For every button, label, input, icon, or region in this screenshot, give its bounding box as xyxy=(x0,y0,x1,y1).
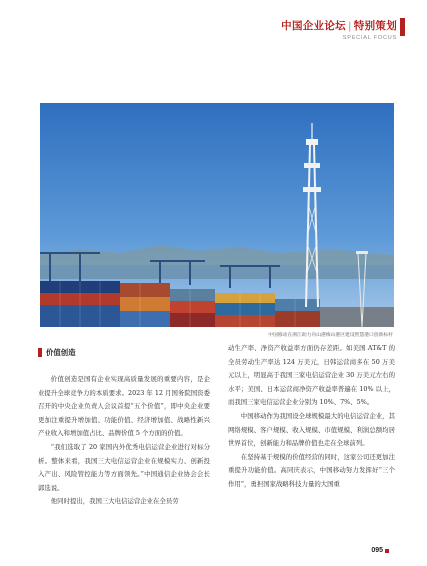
paragraph: 在坚持基于规模的价值经营的同时，这家公司还更加注重提升功能价值。高同庆表示，中国移动努力发挥好“三个作用”，勇担国家战略科技力量的大国重 xyxy=(228,452,395,488)
page-number xyxy=(371,547,389,554)
section-name: 特别策划 xyxy=(353,20,397,32)
paragraph: 动生产率、净资产收益率方面仍存差距。如美国 AT&T 的全员劳动生产率达 124 万美元，日韩运营商多在 50 万美元以上，明显高于我国三家电信运营企业 30 万美元左右的水平；美国、日本运营商净资产收益率普遍在 10% 以上，而我国三家电信运营企业分别为 10%、7%、5%。 xyxy=(228,344,395,407)
header-separator: | xyxy=(347,20,352,32)
header-accent-bar xyxy=(400,18,405,36)
section-heading-label: 价值创造 xyxy=(46,348,76,357)
paragraph: 价值创造是国有企业实现高质量发展的重要内容，是企业提升全球竞争力的本质要求。2023 年 12 月国务院国资委召开的中央企业负责人会议首提“五个价值”，即中央企业要更加注重提升增加值、功能价值、经济增加值、战略性新兴产业收入和增加值占比、品牌价值 5 个方面的价值。 xyxy=(38,375,210,438)
magazine-name: 中国企业论坛 xyxy=(281,20,346,32)
port-photo xyxy=(40,103,394,327)
photo-caption: 中国移动在浙江助力舟山港梅山港区建设智慧港口创新标杆 xyxy=(268,333,393,338)
paragraph: 他同时提出，我国三大电信运营企业在全员劳 xyxy=(50,497,179,506)
paragraph: 中国移动作为我国设全球规模最大的电信运营企业，其网络规模、客户规模、收入规模、市值规模、利润总额均居世界首位，创新能力和品牌价值也走在全球前列。 xyxy=(228,411,395,448)
page-number-marker xyxy=(385,549,389,553)
article-column-right xyxy=(228,342,395,492)
paragraph: “我们选取了 20 家国内外优秀电信运营企业进行对标分析。整体来看，我国三大电信运营企业在规模实力、创新投入产出、风险管控能力等方面领先。”中国通信企业协会会长郭选说。 xyxy=(38,442,210,492)
page-header xyxy=(281,18,397,41)
header-subtitle: SPECIAL FOCUS xyxy=(342,35,397,41)
port-photo-illustration xyxy=(40,103,394,327)
page-number-text: 095 xyxy=(371,547,383,554)
header-title xyxy=(281,18,397,33)
article-column-left xyxy=(38,355,210,509)
